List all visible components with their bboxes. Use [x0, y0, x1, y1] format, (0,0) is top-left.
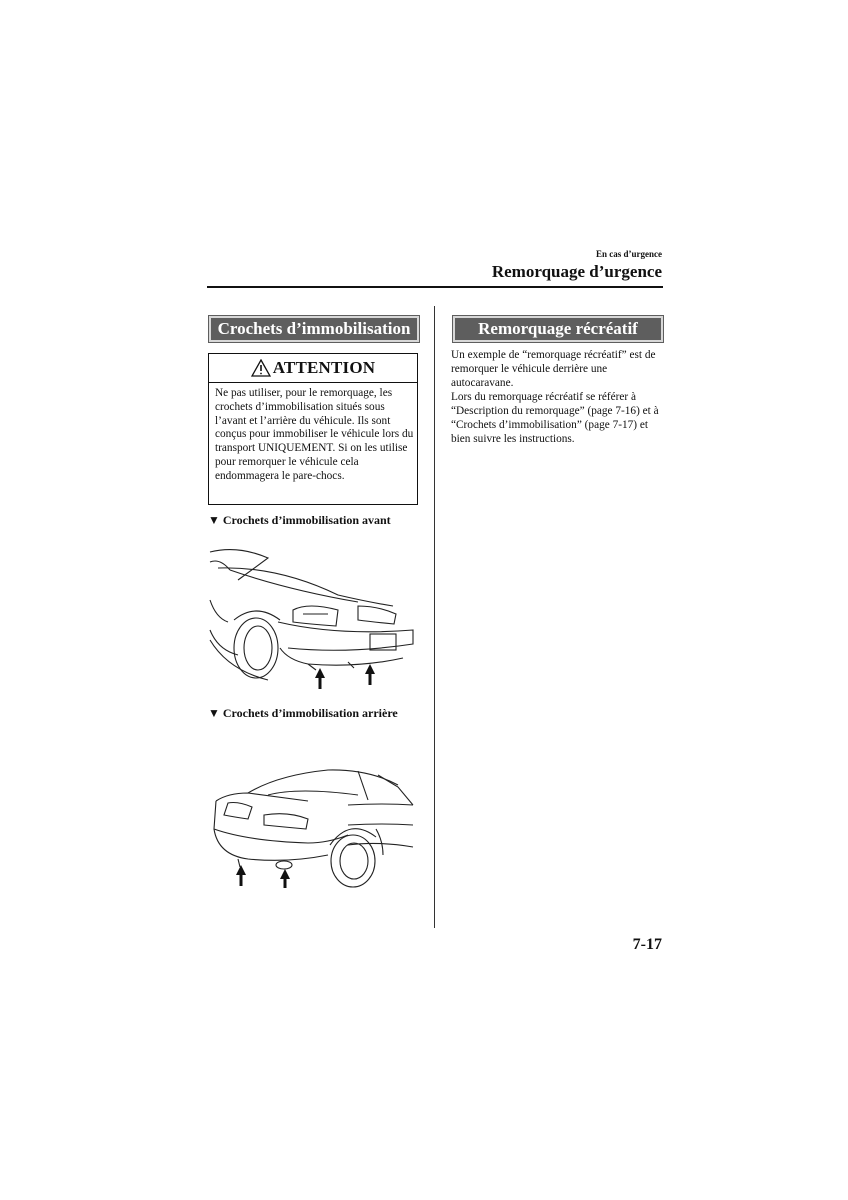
header-rule — [207, 286, 663, 288]
triangle-down-icon: ▼ — [208, 513, 220, 527]
attention-box — [208, 353, 418, 505]
front-car-illustration — [208, 540, 418, 690]
rear-car-illustration — [208, 745, 418, 895]
front-hooks-label: Crochets d’immobilisation avant — [222, 513, 391, 527]
column-divider — [434, 306, 435, 928]
page-number: 7-17 — [632, 936, 662, 953]
triangle-down-icon: ▼ — [208, 706, 220, 720]
recreational-towing-text — [451, 348, 666, 446]
rear-hooks-label: Crochets d’immobilisation arrière — [222, 706, 398, 720]
warning-triangle-icon — [251, 359, 271, 377]
page-title: Remorquage d’urgence — [491, 262, 662, 281]
rear-hooks-heading — [208, 706, 408, 721]
attention-header — [209, 354, 417, 383]
attention-title: ATTENTION — [272, 358, 376, 377]
chapter-label: En cas d’urgence — [596, 249, 662, 259]
paragraph: Lors du remorquage récréatif se référer à “Description du remorquage” (page 7-16) et à “Crochets d’immobilisation” (page 7-17) et bien suivre les instructions. — [451, 391, 659, 445]
section-banner-tiedown-hooks: Crochets d’immobilisation — [209, 316, 419, 342]
attention-text: Ne pas utiliser, pour le remorquage, les crochets d’immobilisation situés sous l’avant et l’arrière du véhicule. Ils sont conçus pour immobiliser le véhicule lors du transport UNIQUEMENT. Si on les utilise pour remorquer le véhicule cela endommagera le pare-chocs. — [215, 387, 414, 482]
section-banner-recreational-towing: Remorquage récréatif — [453, 316, 663, 342]
paragraph: Un exemple de “remorquage récréatif” est de remorquer le véhicule derrière une autocaravane. — [451, 349, 656, 389]
front-hooks-heading — [208, 513, 428, 528]
